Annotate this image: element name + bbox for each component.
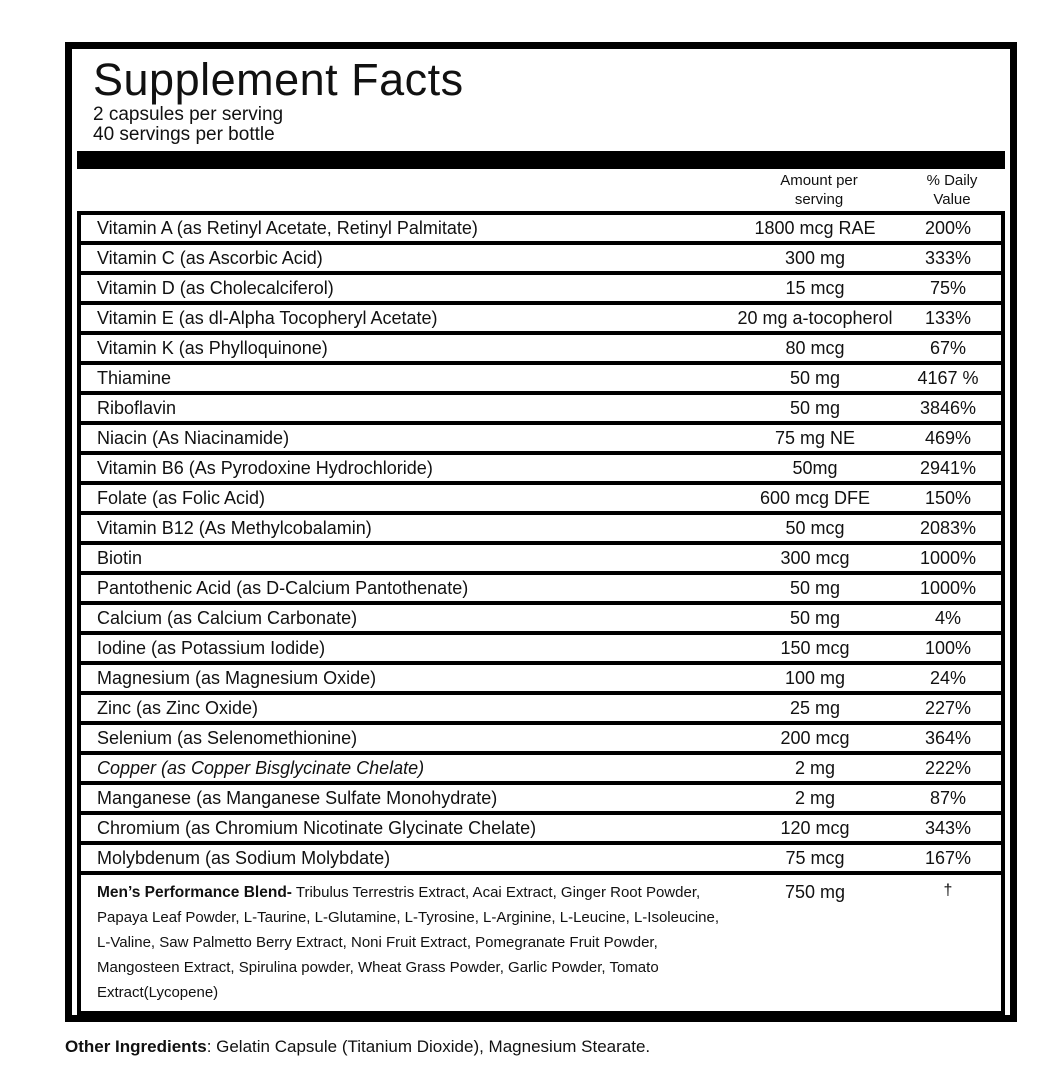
nutrient-name: Manganese (as Manganese Sulfate Monohydrate): [97, 787, 498, 808]
nutrient-daily-value: 2083%: [919, 517, 977, 538]
nutrient-daily-value: 4167 %: [917, 367, 979, 388]
nutrient-amount: 2 mg: [794, 757, 836, 778]
nutrient-name: Riboflavin: [97, 397, 177, 418]
nutrient-name: Vitamin C (as Ascorbic Acid): [97, 247, 323, 268]
nutrient-daily-value: 150%: [924, 487, 972, 508]
nutrient-row: [81, 335, 1001, 361]
nutrient-row: [81, 455, 1001, 481]
nutrient-daily-value: 24%: [929, 667, 967, 688]
nutrient-daily-value: 75%: [929, 277, 967, 298]
nutrient-amount: 20 mg a-tocopherol: [737, 307, 893, 328]
amount-column-header-label: Amount per serving: [780, 171, 858, 208]
nutrient-amount: 50mg: [792, 457, 838, 478]
nutrient-row: [81, 755, 1001, 781]
blend-name: Men’s Performance Blend-: [97, 884, 292, 901]
nutrient-row: [81, 545, 1001, 571]
servings-per-bottle-line: 40 servings per bottle: [93, 124, 275, 145]
blend-ingredients: Tribulus Terrestris Extract, Acai Extract, Ginger Root Powder, Papaya Leaf Powder, L-Taurine, L-Glutamine, L-Tyrosine, L-Arginine, L-Leucine, L-Isoleucine, L-Valine, Saw Palmetto Berry Extract, Noni Fruit Extract, Pomegranate Fruit Powder, Mangosteen Extract, Spirulina powder, Wheat Grass Powder, Garlic Powder, Tomato Extract(Lycopene): [97, 884, 720, 1001]
nutrient-row: [81, 635, 1001, 661]
nutrient-row: [81, 575, 1001, 601]
nutrient-amount: 50 mg: [789, 397, 841, 418]
nutrient-daily-value: 4%: [934, 607, 961, 628]
title-block: [77, 53, 1005, 151]
nutrient-row: [81, 275, 1001, 301]
nutrient-name: Chromium (as Chromium Nicotinate Glycinate Chelate): [97, 817, 537, 838]
nutrient-name: Vitamin B6 (As Pyrodoxine Hydrochloride): [97, 457, 433, 478]
nutrient-daily-value: 222%: [924, 757, 972, 778]
nutrient-row: [81, 785, 1001, 811]
nutrient-name: Biotin: [97, 547, 143, 568]
nutrient-amount: 50 mg: [789, 607, 841, 628]
nutrient-name: Thiamine: [97, 367, 172, 388]
amount-column-header: [739, 171, 899, 209]
nutrient-row: [81, 665, 1001, 691]
nutrient-amount: 50 mg: [789, 577, 841, 598]
nutrient-amount: 600 mcg DFE: [759, 487, 871, 508]
nutrient-amount: 200 mcg: [780, 727, 850, 748]
nutrient-name: Calcium (as Calcium Carbonate): [97, 607, 358, 628]
daily-value-column-header: [899, 171, 1005, 209]
blend-description: [81, 880, 735, 1005]
nutrient-name: Vitamin A (as Retinyl Acetate, Retinyl Palmitate): [97, 217, 478, 238]
nutrient-amount: 2 mg: [794, 787, 836, 808]
blend-amount: 750 mg: [784, 882, 846, 902]
nutrient-daily-value: 364%: [924, 727, 972, 748]
divider-bar: [77, 151, 1005, 169]
panel-title: Supplement Facts: [93, 54, 464, 105]
nutrient-daily-value: 133%: [924, 307, 972, 328]
nutrient-name: Copper (as Copper Bisglycinate Chelate): [97, 757, 425, 778]
daily-value-column-header-label: % Daily Value: [926, 171, 978, 208]
other-ingredients-line: [65, 1036, 1015, 1058]
nutrient-amount: 1800 mcg RAE: [754, 217, 876, 238]
nutrient-daily-value: 87%: [929, 787, 967, 808]
nutrient-amount: 25 mg: [789, 697, 841, 718]
nutrient-name: Iodine (as Potassium Iodide): [97, 637, 326, 658]
nutrient-daily-value: 67%: [929, 337, 967, 358]
nutrient-name: Vitamin D (as Cholecalciferol): [97, 277, 334, 298]
nutrient-amount: 300 mcg: [780, 547, 850, 568]
nutrient-row: [81, 395, 1001, 421]
nutrient-name: Vitamin B12 (As Methylcobalamin): [97, 517, 372, 538]
nutrient-row: [81, 485, 1001, 511]
supplement-facts-panel: [65, 42, 1017, 1022]
nutrient-row: [81, 845, 1001, 871]
nutrient-amount: 50 mg: [789, 367, 841, 388]
nutrient-name: Niacin (As Niacinamide): [97, 427, 290, 448]
nutrient-name: Folate (as Folic Acid): [97, 487, 266, 508]
serving-size-line: 2 capsules per serving: [93, 104, 284, 125]
nutrient-daily-value: 200%: [924, 217, 972, 238]
nutrient-row: [81, 695, 1001, 721]
nutrient-daily-value: 3846%: [919, 397, 977, 418]
nutrient-amount: 15 mcg: [785, 277, 845, 298]
nutrient-daily-value: 1000%: [919, 577, 977, 598]
nutrient-amount: 150 mcg: [780, 637, 850, 658]
blend-row: [81, 875, 1001, 1011]
nutrient-amount: 75 mcg: [785, 847, 845, 868]
nutrient-amount: 120 mcg: [780, 817, 850, 838]
nutrient-daily-value: 1000%: [919, 547, 977, 568]
nutrient-daily-value: 469%: [924, 427, 972, 448]
nutrient-daily-value: 333%: [924, 247, 972, 268]
nutrient-row: [81, 725, 1001, 751]
nutrient-row: [81, 215, 1001, 241]
nutrient-row: [81, 515, 1001, 541]
nutrient-name: Vitamin E (as dl-Alpha Tocopheryl Acetate): [97, 307, 438, 328]
nutrient-name: Molybdenum (as Sodium Molybdate): [97, 847, 391, 868]
nutrient-row: [81, 365, 1001, 391]
nutrient-amount: 80 mcg: [785, 337, 845, 358]
nutrient-daily-value: 167%: [924, 847, 972, 868]
nutrient-row: [81, 605, 1001, 631]
nutrient-name: Selenium (as Selenomethionine): [97, 727, 358, 748]
nutrient-amount: 50 mcg: [785, 517, 845, 538]
column-header-row: [77, 169, 1005, 211]
nutrient-name: Pantothenic Acid (as D-Calcium Pantothenate): [97, 577, 469, 598]
nutrient-daily-value: 100%: [924, 637, 972, 658]
nutrient-amount: 75 mg NE: [774, 427, 856, 448]
nutrient-rows: [77, 211, 1005, 1015]
nutrient-name: Magnesium (as Magnesium Oxide): [97, 667, 377, 688]
other-ingredients-text: : Gelatin Capsule (Titanium Dioxide), Magnesium Stearate.: [206, 1037, 651, 1056]
nutrient-amount: 100 mg: [784, 667, 846, 688]
nutrient-name: Vitamin K (as Phylloquinone): [97, 337, 328, 358]
nutrient-daily-value: 227%: [924, 697, 972, 718]
nutrient-daily-value: 2941%: [919, 457, 977, 478]
nutrient-row: [81, 425, 1001, 451]
nutrient-row: [81, 245, 1001, 271]
nutrient-daily-value: 343%: [924, 817, 972, 838]
nutrient-row: [81, 305, 1001, 331]
nutrient-amount: 300 mg: [784, 247, 846, 268]
other-ingredients-label: Other Ingredients: [65, 1037, 207, 1056]
nutrient-name: Zinc (as Zinc Oxide): [97, 697, 259, 718]
blend-daily-value dagger-symbol: †: [943, 882, 953, 899]
nutrient-row: [81, 815, 1001, 841]
